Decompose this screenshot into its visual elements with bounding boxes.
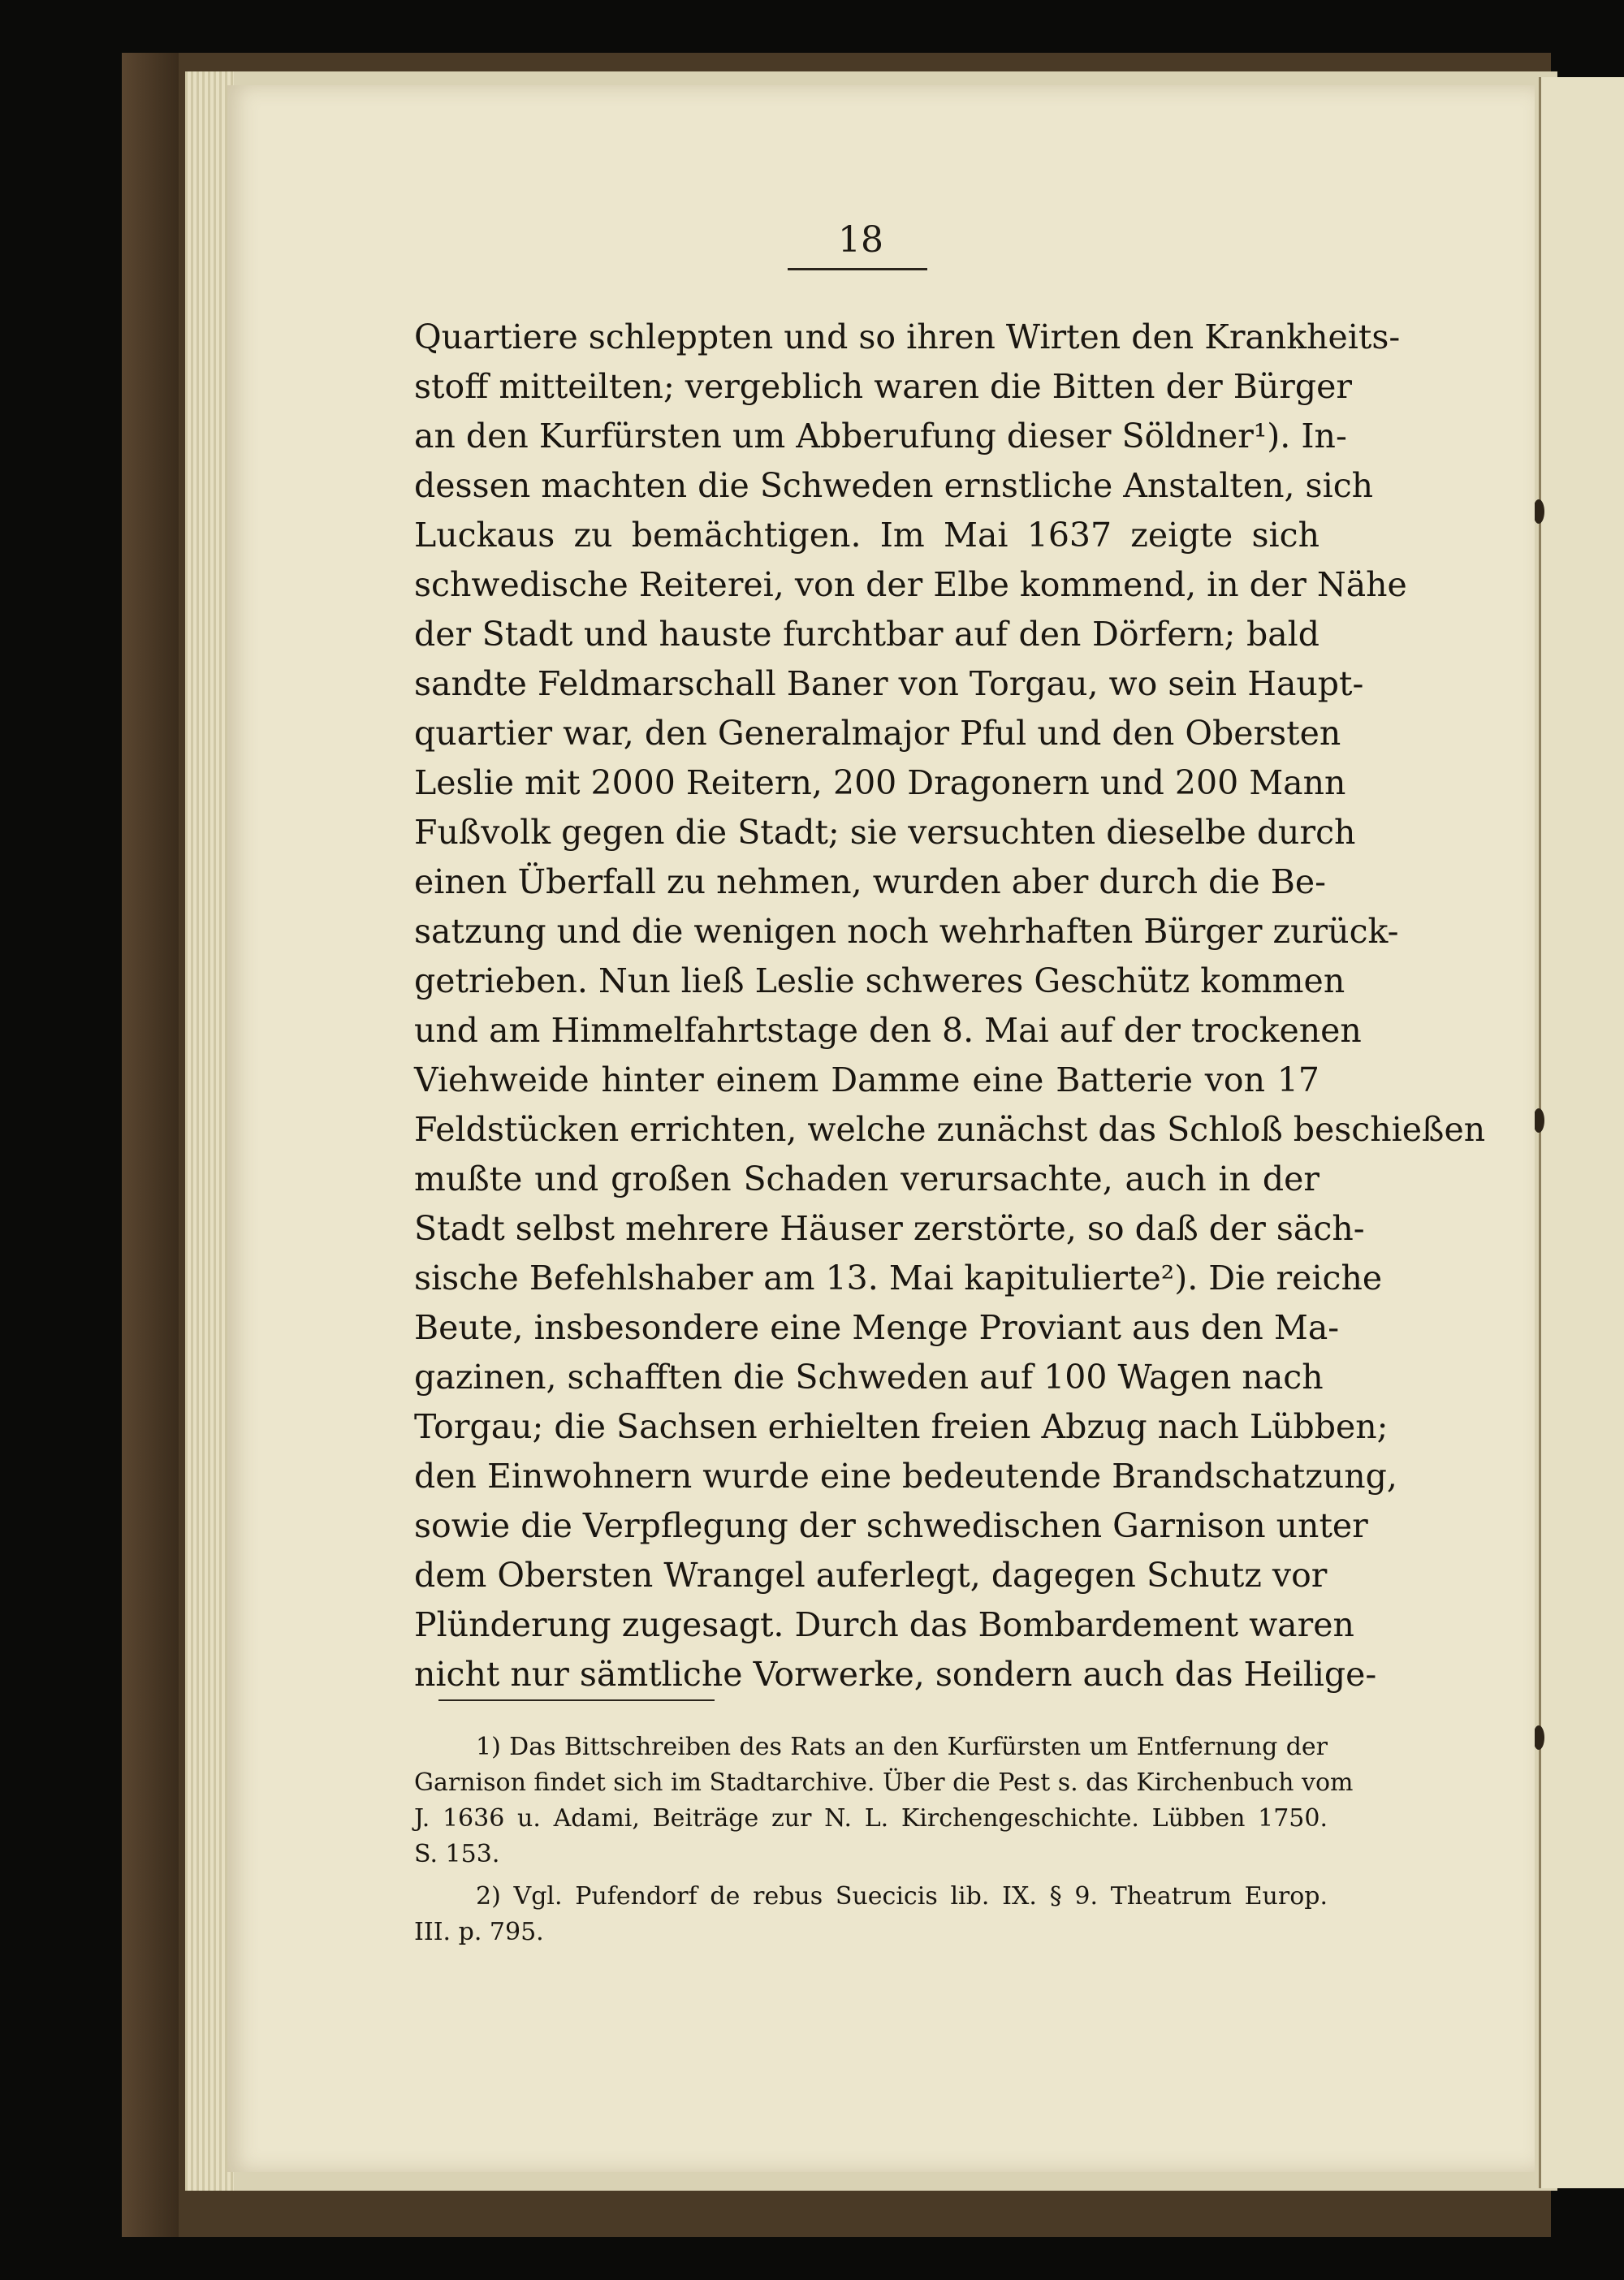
cover-edge xyxy=(122,53,179,2237)
text-line: satzung und die wenigen noch wehrhaften Bürger zurück- xyxy=(414,912,1399,951)
text-line: Viehweide hinter einem Damme eine Batterie von 17 xyxy=(414,1060,1320,1099)
text-line: Torgau; die Sachsen erhielten freien Abzug nach Lübben; xyxy=(414,1407,1389,1446)
binding-thread xyxy=(1533,1108,1544,1133)
text-line: einen Überfall zu nehmen, wurden aber durch die Be- xyxy=(414,862,1326,901)
footnote-1-line: 1) Das Bittschreiben des Rats an den Kurfürsten um Entfernung der xyxy=(476,1733,1328,1761)
text-line: dessen machten die Schweden ernstliche Anstalten, sich xyxy=(414,466,1374,505)
text-line: und am Himmelfahrtstage den 8. Mai auf der trockenen xyxy=(414,1011,1362,1050)
text-line: Stadt selbst mehrere Häuser zerstörte, so daß der säch- xyxy=(414,1209,1365,1248)
facing-page-edge xyxy=(1539,77,1624,2188)
text-line: sowie die Verpflegung der schwedischen Garnison unter xyxy=(414,1506,1368,1545)
text-line: stoff mitteilten; vergeblich waren die Bitten der Bürger xyxy=(414,367,1352,406)
text-line: Plünderung zugesagt. Durch das Bombardement waren xyxy=(414,1605,1354,1644)
text-line: Beute, insbesondere eine Menge Proviant aus den Ma- xyxy=(414,1308,1340,1347)
page-number: 18 xyxy=(838,219,883,261)
text-line: sische Befehlshaber am 13. Mai kapitulierte²). Die reiche xyxy=(414,1259,1383,1298)
footnote-2-line: III. p. 795. xyxy=(414,1918,544,1946)
binding-thread xyxy=(1533,1725,1544,1750)
text-line: sandte Feldmarschall Baner von Torgau, wo sein Haupt- xyxy=(414,664,1364,703)
text-line: dem Obersten Wrangel auferlegt, dagegen Schutz vor xyxy=(414,1556,1328,1595)
footnote-2-line: 2) Vgl. Pufendorf de rebus Suecicis lib. IX. § 9. Theatrum Europ. xyxy=(476,1882,1328,1911)
text-line: Feldstücken errichten, welche zunächst das Schloß beschießen xyxy=(414,1110,1486,1149)
text-line: mußte und großen Schaden verursachte, auch in der xyxy=(414,1159,1320,1198)
footnote-rule xyxy=(438,1699,715,1701)
text-line: Leslie mit 2000 Reitern, 200 Dragonern und 200 Mann xyxy=(414,763,1346,802)
page-number-rule xyxy=(788,268,927,270)
footnotes xyxy=(414,1729,1354,1950)
text-line: quartier war, den Generalmajor Pful und den Obersten xyxy=(414,714,1341,753)
text-line: gazinen, schafften die Schweden auf 100 Wagen nach xyxy=(414,1358,1324,1397)
text-line: Quartiere schleppten und so ihren Wirten den Krankheits- xyxy=(414,317,1401,356)
page-edges xyxy=(185,71,234,2191)
footnote-1-line: J. 1636 u. Adami, Beiträge zur N. L. Kirchengeschichte. Lübben 1750. xyxy=(414,1804,1328,1833)
text-line: Luckaus zu bemächtigen. Im Mai 1637 zeigte sich xyxy=(414,516,1320,555)
footnote-1-line: Garnison findet sich im Stadtarchive. Über die Pest s. das Kirchenbuch vom xyxy=(414,1768,1354,1797)
text-line: Fußvolk gegen die Stadt; sie versuchten dieselbe durch xyxy=(414,813,1356,852)
text-line: an den Kurfürsten um Abberufung dieser Söldner¹). In- xyxy=(414,417,1347,456)
text-line: nicht nur sämtliche Vorwerke, sondern auch das Heilige- xyxy=(414,1655,1377,1694)
text-line: den Einwohnern wurde eine bedeutende Brandschatzung, xyxy=(414,1457,1397,1496)
footnote-1-line: S. 153. xyxy=(414,1840,500,1868)
text-line: getrieben. Nun ließ Leslie schweres Geschütz kommen xyxy=(414,961,1345,1000)
text-line: schwedische Reiterei, von der Elbe kommend, in der Nähe xyxy=(414,565,1407,604)
binding-thread xyxy=(1533,499,1544,524)
text-line: der Stadt und hauste furchtbar auf den Dörfern; bald xyxy=(414,615,1320,654)
body-text xyxy=(414,313,1486,1699)
